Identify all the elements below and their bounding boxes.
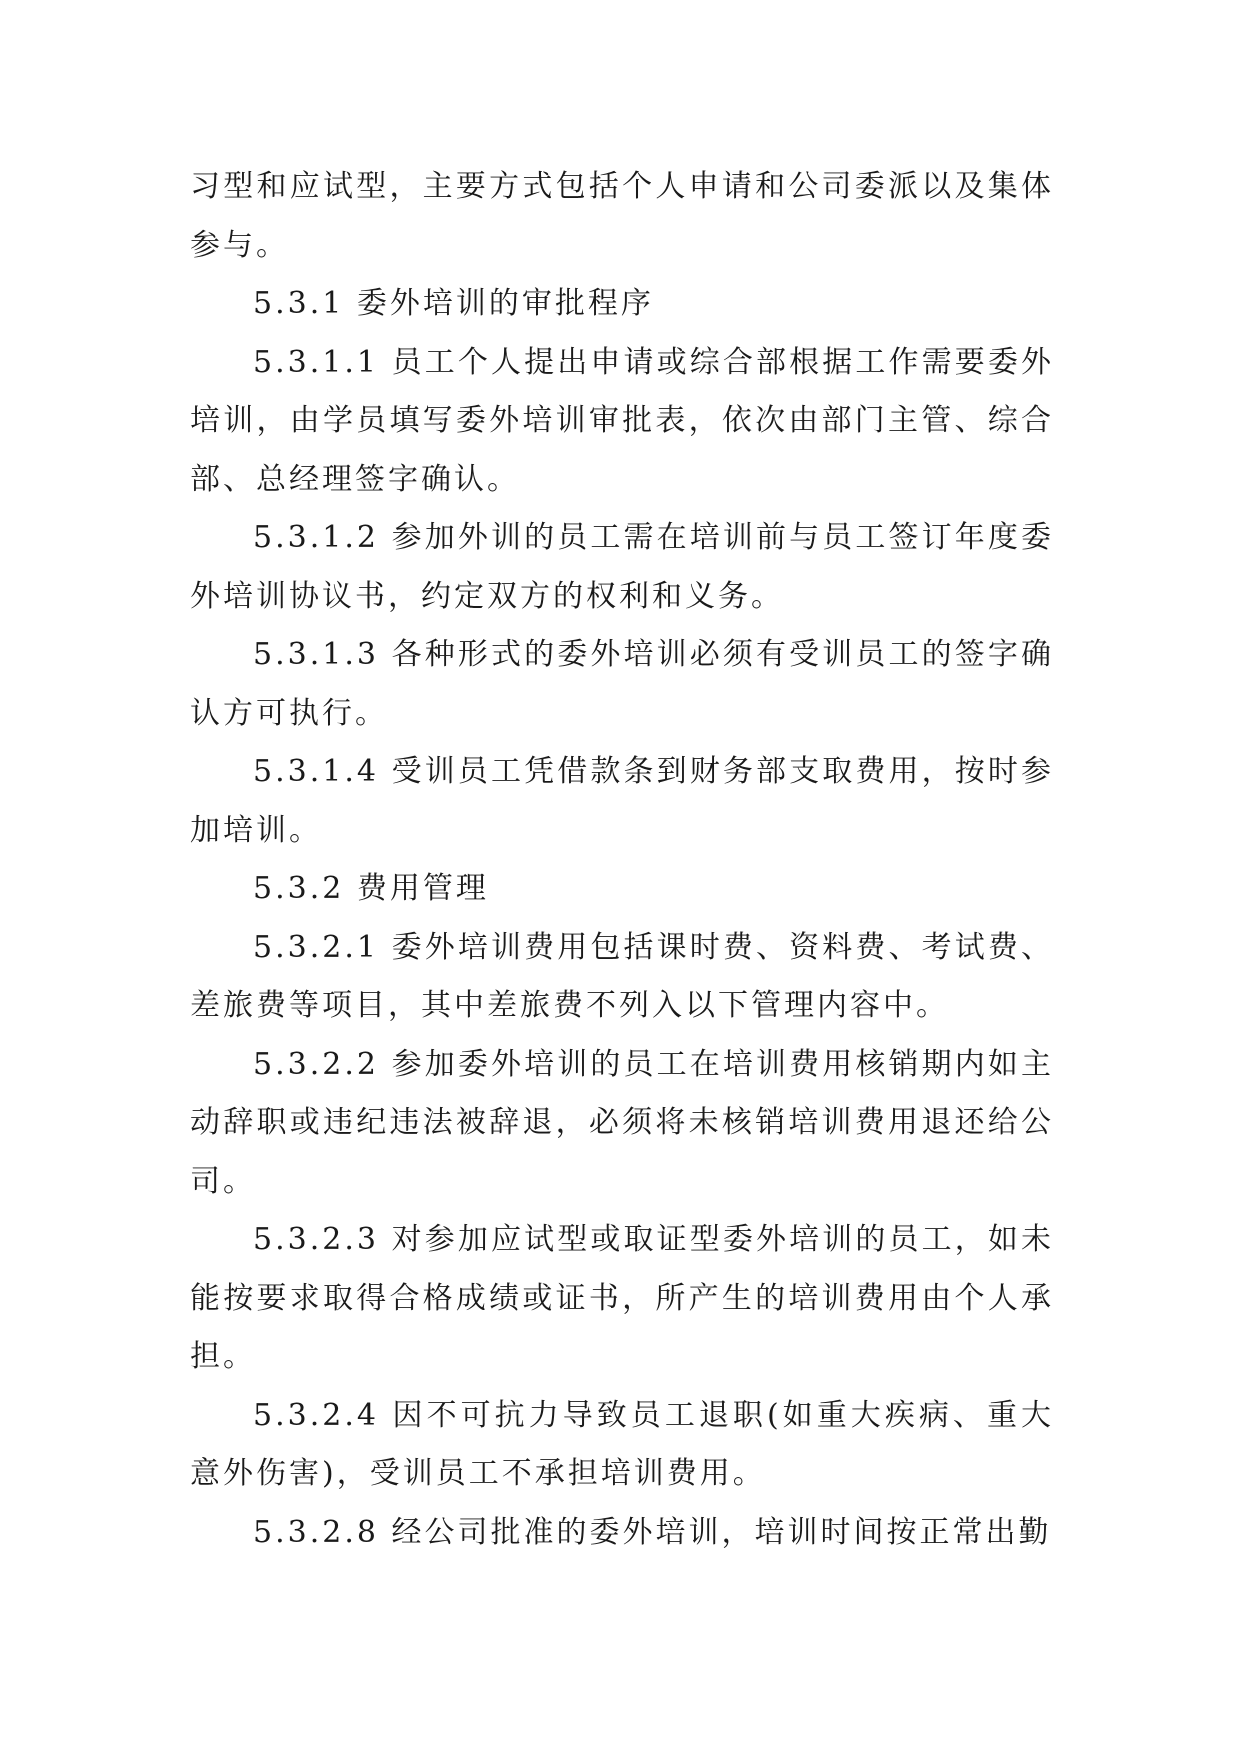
section-heading-5-3-1: 5.3.1 委外培训的审批程序 — [253, 286, 654, 321]
clause-5-3-1-3: 5.3.1.3 各种形式的委外培训必须有受训员工的签字确认方可执行。 — [190, 637, 1054, 731]
clause-5-3-2-3: 5.3.2.3 对参加应试型或取证型委外培训的员工，如未能按要求取得合格成绩或证书，所产生的培训费用由个人承担。 — [190, 1222, 1054, 1374]
section-heading-5-3-2: 5.3.2 费用管理 — [253, 871, 489, 906]
clause-5-3-2-2: 5.3.2.2 参加委外培训的员工在培训费用核销期内如主动辞职或违纪违法被辞退，必须将未核销培训费用退还给公司。 — [190, 1046, 1054, 1199]
clause-5-3-1-4: 5.3.1.4 受训员工凭借款条到财务部支取费用，按时参加培训。 — [190, 754, 1054, 848]
clause-5-3-2-8: 5.3.2.8 经公司批准的委外培训，培训时间按正常出勤 — [253, 1514, 1052, 1550]
clause-5-3-1-1: 5.3.1.1 员工个人提出申请或综合部根据工作需要委外培训，由学员填写委外培训审批表，依次由部门主管、综合部、总经理签字确认。 — [190, 344, 1054, 497]
clause-5-3-2-4: 5.3.2.4 因不可抗力导致员工退职(如重大疾病、重大意外伤害)，受训员工不承担培训费用。 — [190, 1397, 1054, 1491]
paragraph-intro-continuation: 习型和应试型，主要方式包括个人申请和公司委派以及集体参与。 — [190, 169, 1054, 263]
clause-5-3-2-1: 5.3.2.1 委外培训费用包括课时费、资料费、考试费、差旅费等项目，其中差旅费不列入以下管理内容中。 — [190, 929, 1054, 1023]
document-page — [190, 158, 1054, 1562]
clause-5-3-1-2: 5.3.1.2 参加外训的员工需在培训前与员工签订年度委外培训协议书，约定双方的权利和义务。 — [190, 520, 1054, 614]
